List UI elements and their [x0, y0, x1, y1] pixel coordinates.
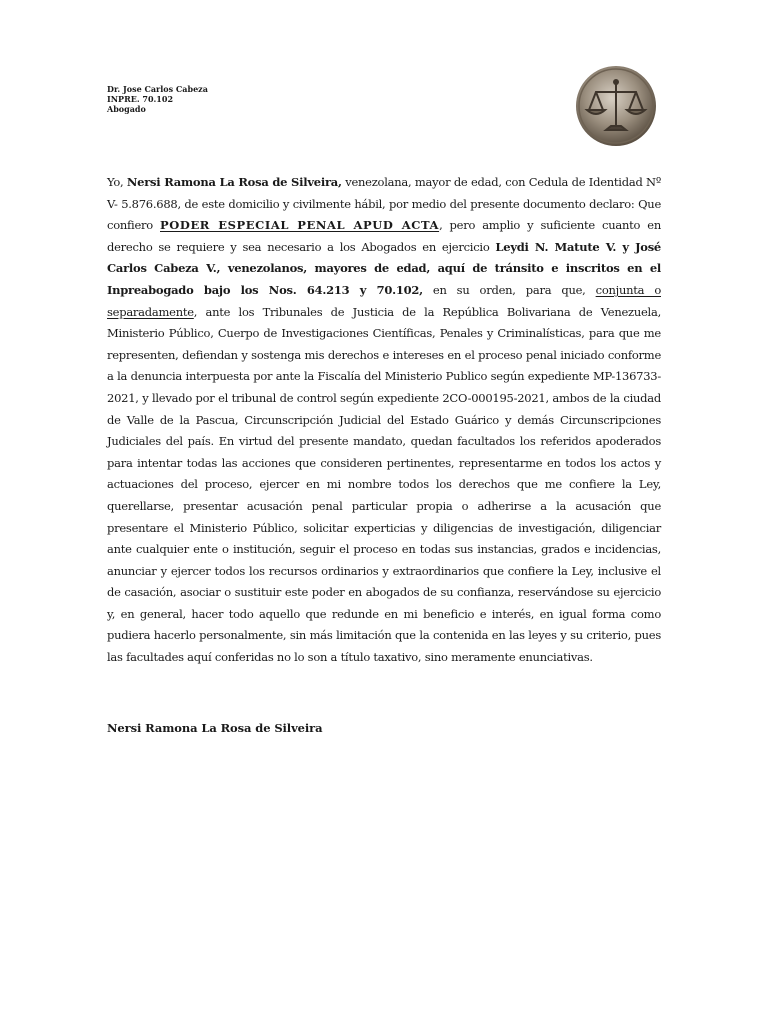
- text-segment: , ante los Tribunales de Justicia de la República Bolivariana de Venezuela, Ministerio Público, Cuerpo de Investigaciones Científicas, Penales y Criminalísticas, para que me representen, defiendan y sostenga mis derechos e intereses en el proceso penal iniciado conforme a la denuncia interpuesta por ante la Fiscalía del Ministerio Publico según expediente MP-136733-2021, y llevado por el tribunal de control según expediente 2CO-000195-2021, ambos de la ciudad de Valle de la Pascua, Circunscripción Judicial del Estado Guárico y demás Circunscripciones Judiciales del país. En virtud del presente mandato, quedan facultados los referidos apoderados para intentar todas las acciones que consideren pertinentes, representarme en todos los actos y actuaciones del proceso, ejercer en mi nombre todos los derechos que me confiere la Ley, querellarse, presentar acusación penal particular propia o adherirse a la acusación que presentare el Ministerio Público, solicitar experticias y diligencias de investigación, diligenciar ante cualquier ente o institución, seguir el proceso en todas sus instancias, grados e incidencias, anunciar y ejercer todos los recursos ordinarios y extraordinarios que confiere la Ley, inclusive el de casación, asociar o sustituir este poder en abogados de su confianza, reservándose su ejercicio y, en general, hacer todo aquello que redunde en mi beneficio e interés, en igual forma como pudiera hacerlo personalmente, sin más limitación que la contenida en las leyes y su criterio, pues las facultades aquí conferidas no lo son a título taxativo, sino meramente enunciativas.: [107, 304, 661, 665]
- text-segment: venezolana, mayor de edad, con Cedula de Identidad Nº V- 5.876.688, de este domicilio y civilmente hábil, por medio del presente documento declaro: Que confiero: [107, 175, 662, 233]
- lawyer-title: Abogado: [107, 104, 146, 114]
- principal-name: Nersi Ramona La Rosa de Silveira,: [126, 175, 342, 189]
- scales-of-justice-icon: [574, 64, 658, 148]
- lawyer-name: Dr. Jose Carlos Cabeza: [107, 84, 208, 94]
- signature-name: Nersi Ramona La Rosa de Silveira: [107, 721, 323, 735]
- text-segment: en su orden, para que,: [422, 282, 596, 297]
- document-type-title: PODER ESPECIAL PENAL APUD ACTA: [160, 218, 440, 233]
- letterhead: [107, 84, 208, 114]
- attorneys-names: Leydi N. Matute V. y José Carlos Cabeza V., venezolanos, mayores de edad, aquí de tránsito e inscritos en el Inpreabogado bajo los Nos. 64.213 y 70.102,: [107, 239, 662, 297]
- text-segment: Yo,: [107, 175, 127, 189]
- power-of-attorney-body: [107, 172, 661, 669]
- inpre-number: INPRE. 70.102: [107, 94, 174, 104]
- joint-or-separate: conjunta o separadamente: [107, 282, 661, 319]
- text-segment: , pero amplio y suficiente cuanto en derecho se requiere y sea necesario a los Abogados en ejercicio: [107, 218, 661, 254]
